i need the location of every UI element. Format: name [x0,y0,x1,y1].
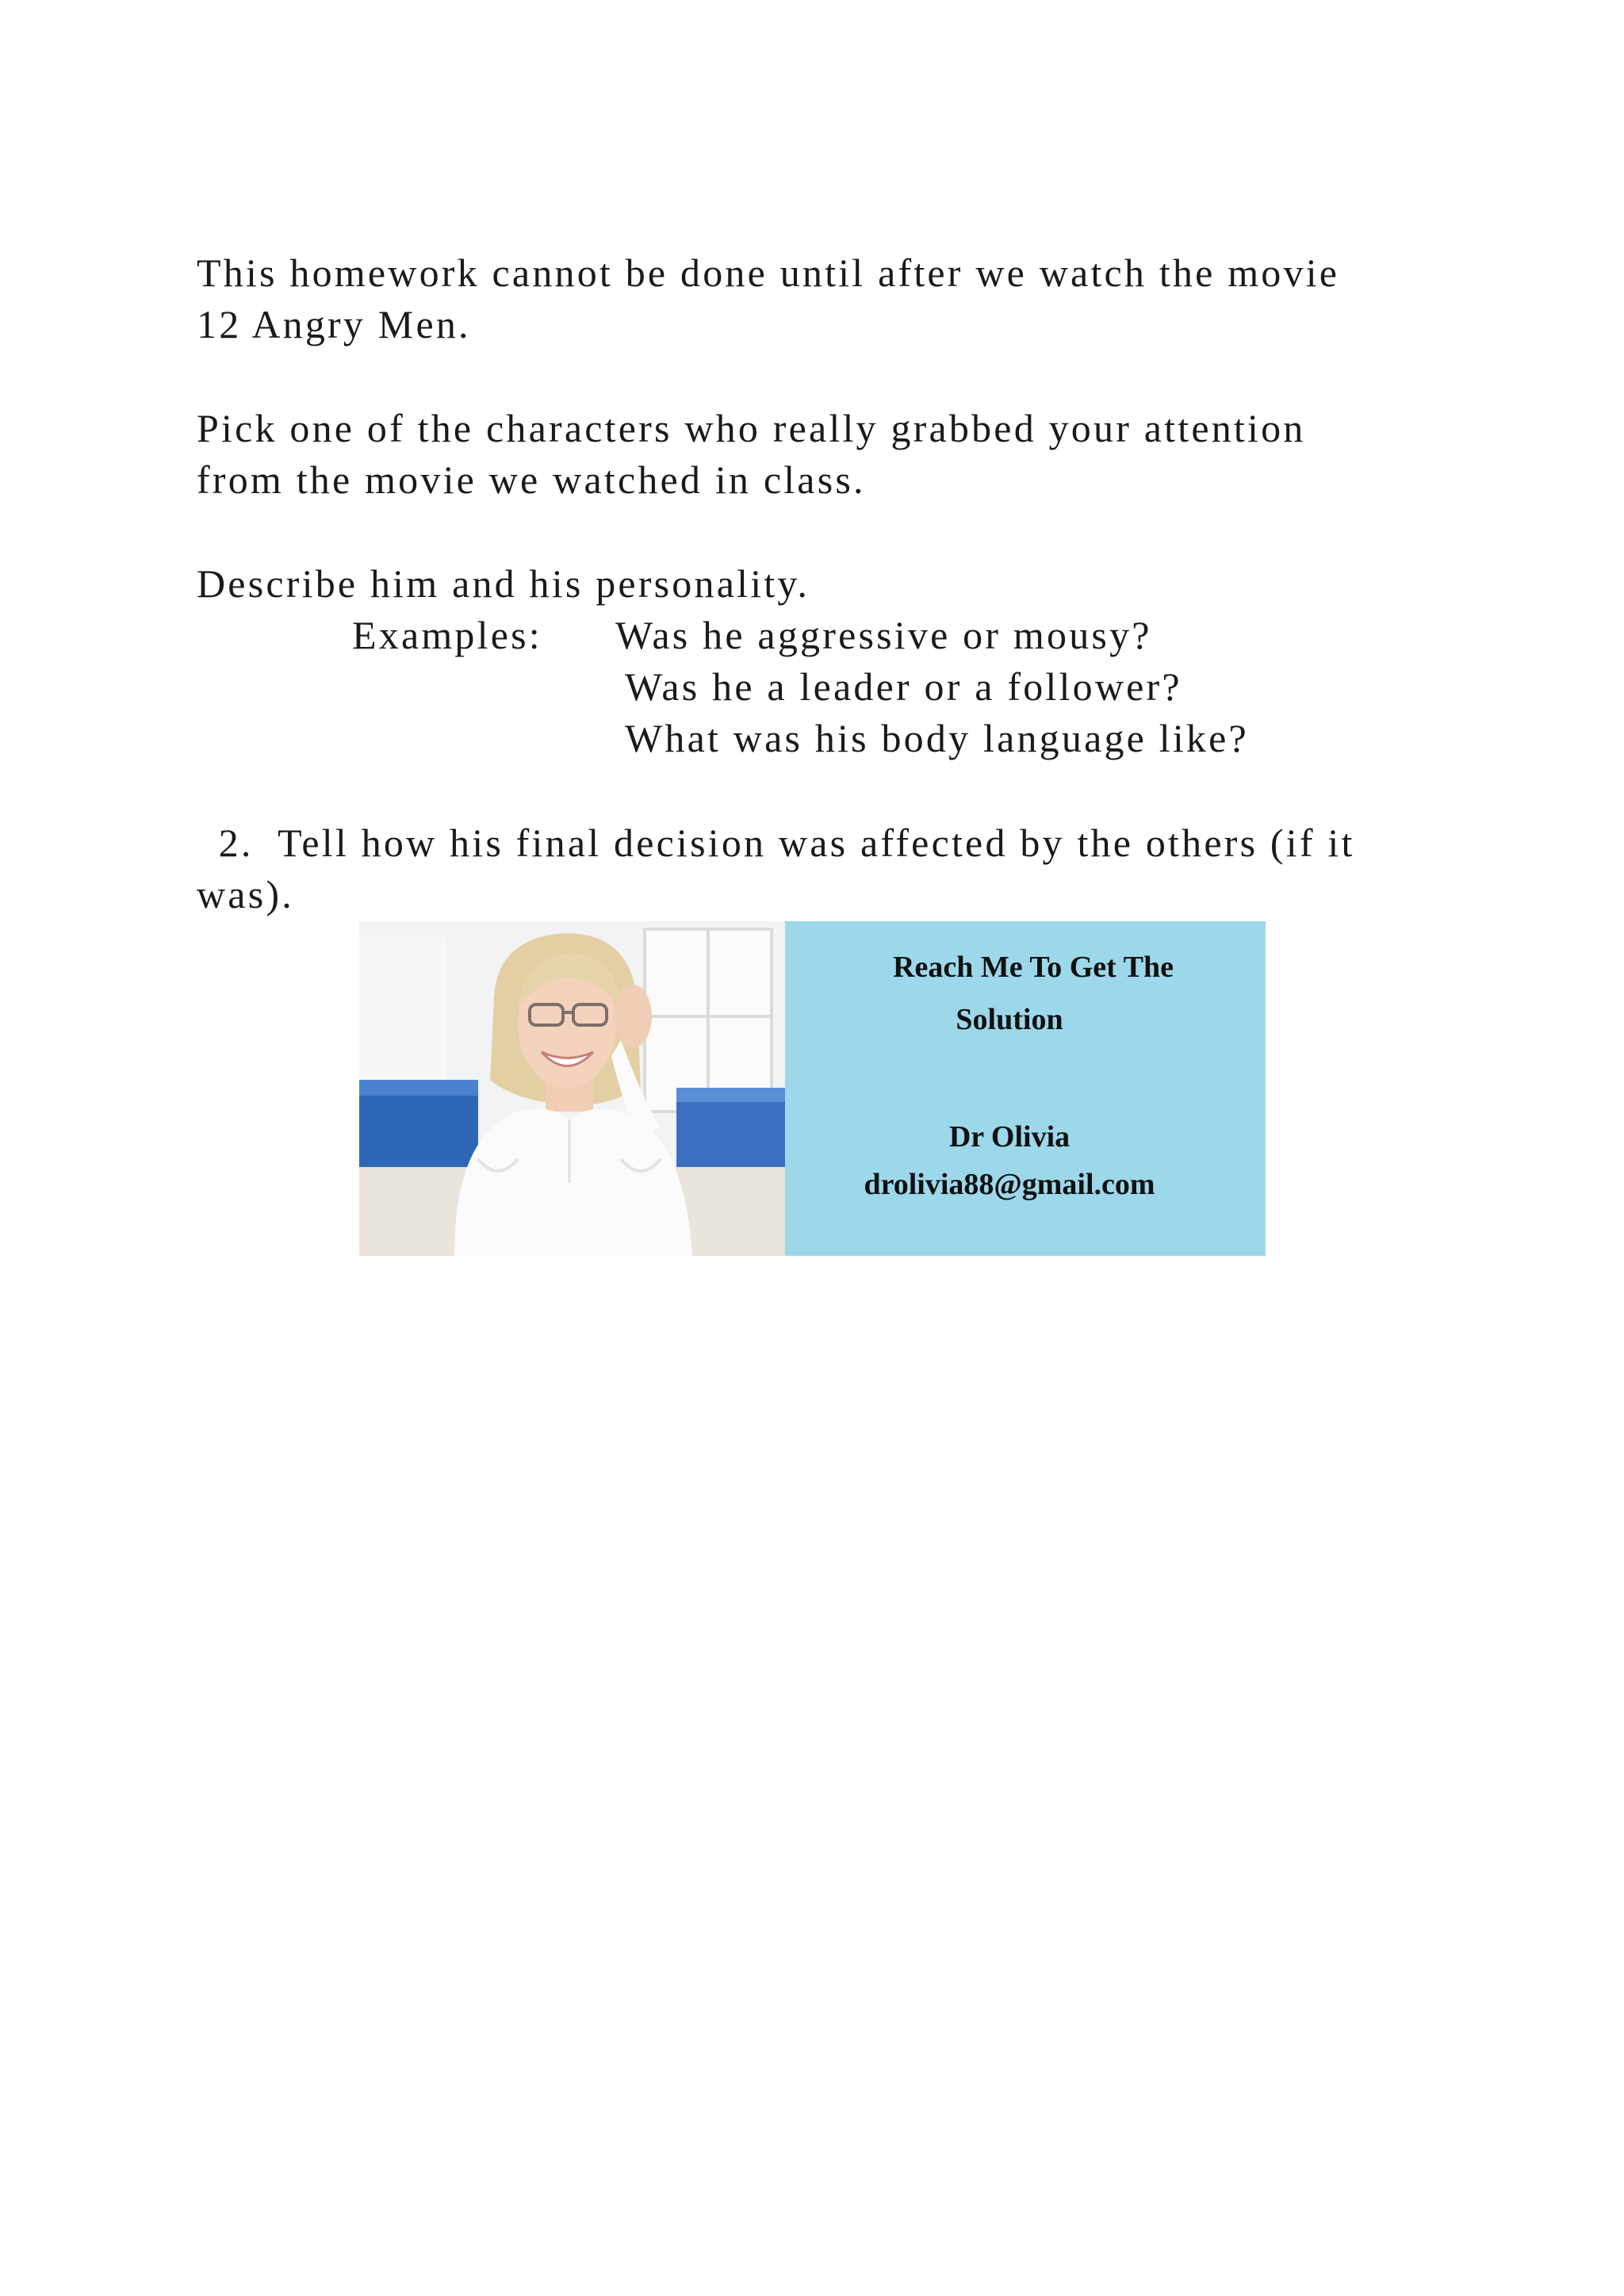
paragraph-3-line-1: Describe him and his personality. [197,561,810,606]
banner-heading-line-1: Reach Me To Get The [893,951,1174,984]
example-1: Was he aggressive or mousy? [615,613,1152,657]
contact-email: drolivia88@gmail.com [864,1168,1155,1201]
paragraph-2-line-2: from the movie we watched in class. [197,457,866,502]
smiling-woman-with-glasses-photo [359,921,785,1256]
contact-banner [359,921,1266,1256]
example-3: What was his body language like? [625,716,1249,760]
banner-heading-line-2: Solution [956,1003,1063,1036]
contact-name: Dr Olivia [948,1120,1071,1154]
contact-panel [785,921,1266,1256]
examples-label: Examples: [352,613,542,657]
example-2: Was he a leader or a follower? [625,664,1182,709]
paragraph-1-line-2: 12 Angry Men. [197,302,471,346]
item-2-line-1: 2. Tell how his final decision was affected by the others (if it [206,821,1355,865]
item-2-line-2: was). [197,872,294,916]
paragraph-1-line-1: This homework cannot be done until after we watch the movie [197,251,1340,295]
paragraph-2-line-1: Pick one of the characters who really grabbed your attention [197,406,1306,450]
